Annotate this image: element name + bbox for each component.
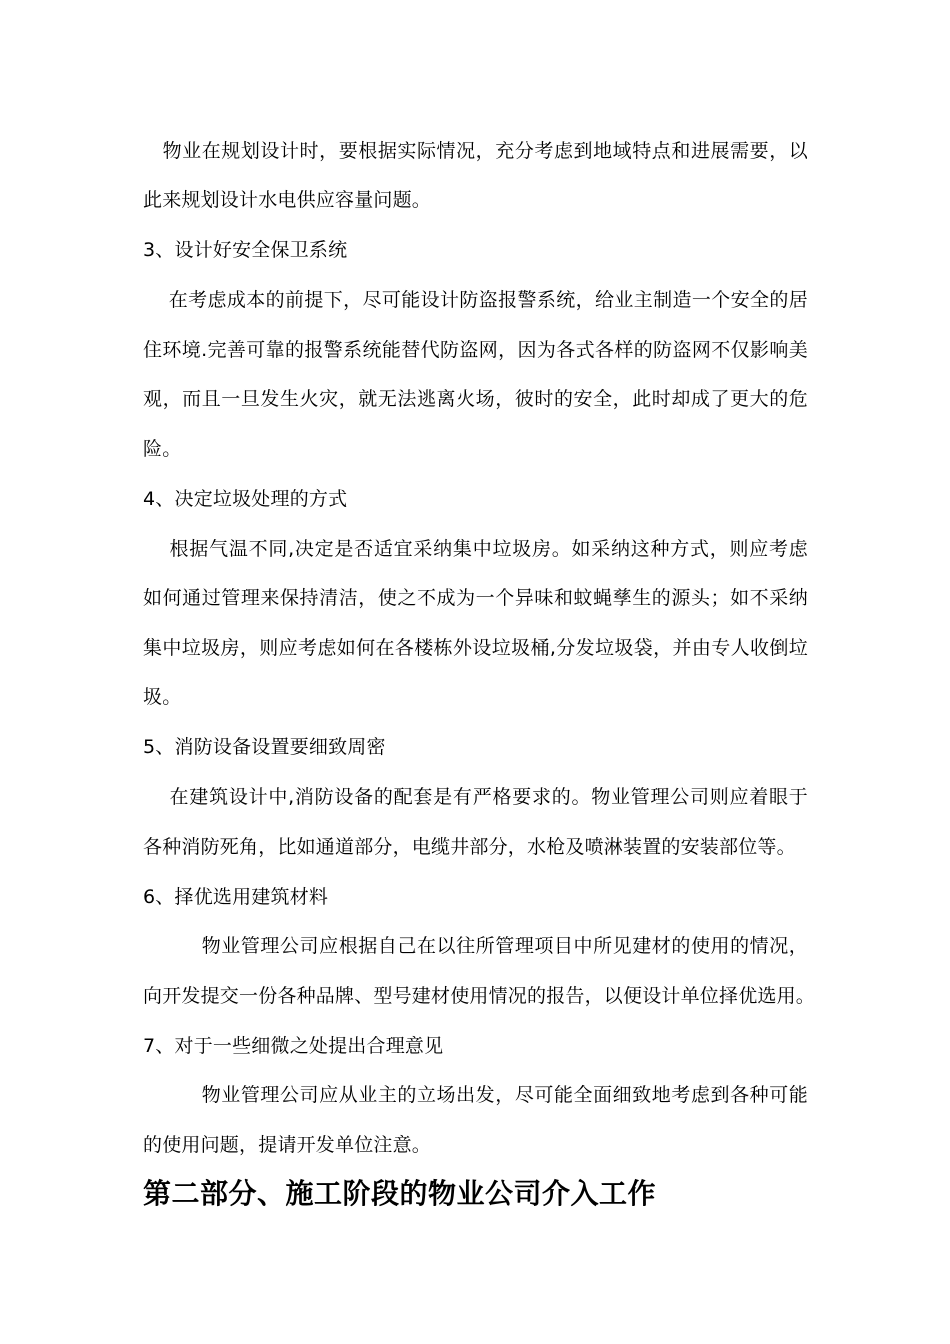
- body-text-line: 物业管理公司应根据自己在以往所管理项目中所见建材的使用的情况，: [143, 935, 808, 957]
- body-text-line: 根据气温不同,决定是否适宜采纳集中垃圾房。如采纳这种方式，则应考虑: [143, 538, 808, 560]
- body-text-line: 在考虑成本的前提下，尽可能设计防盗报警系统，给业主制造一个安全的居: [143, 289, 808, 311]
- section-subheading: 4、决定垃圾处理的方式: [143, 488, 348, 510]
- body-text-line: 向开发提交一份各种品牌、型号建材使用情况的报告，以便设计单位择优选用。: [143, 985, 816, 1007]
- body-text-line: 圾。: [143, 686, 182, 708]
- body-text-line: 物业在规划设计时，要根据实际情况，充分考虑到地域特点和进展需要，以: [143, 140, 808, 162]
- section-subheading: 3、设计好安全保卫系统: [143, 239, 348, 261]
- section-subheading: 5、消防设备设置要细致周密: [143, 736, 386, 758]
- body-text-line: 住环境.完善可靠的报警系统能替代防盗网，因为各式各样的防盗网不仅影响美: [143, 339, 808, 361]
- body-text-line: 在建筑设计中,消防设备的配套是有严格要求的。物业管理公司则应着眼于: [143, 786, 808, 808]
- body-text-line: 的使用问题，提请开发单位注意。: [143, 1134, 432, 1156]
- body-text-line: 观，而且一旦发生火灾，就无法逃离火场，彼时的安全，此时却成了更大的危: [143, 388, 808, 410]
- section-subheading: 7、对于一些细微之处提出合理意见: [143, 1035, 444, 1057]
- section-heading: 第二部分、施工阶段的物业公司介入工作: [143, 1177, 657, 1210]
- body-text-line: 物业管理公司应从业主的立场出发，尽可能全面细致地考虑到各种可能: [143, 1084, 808, 1106]
- body-text-line: 如何通过管理来保持清洁，使之不成为一个异味和蚊蝇孳生的源头；如不采纳: [143, 587, 808, 609]
- body-text-line: 此来规划设计水电供应容量问题。: [143, 189, 432, 211]
- body-text-line: 险。: [143, 438, 182, 460]
- body-text-line: 集中垃圾房，则应考虑如何在各楼栋外设垃圾桶,分发垃圾袋，并由专人收倒垃: [143, 637, 808, 659]
- body-text-line: 各种消防死角，比如通道部分，电缆井部分，水枪及喷淋装置的安装部位等。: [143, 836, 796, 858]
- section-subheading: 6、择优选用建筑材料: [143, 886, 329, 908]
